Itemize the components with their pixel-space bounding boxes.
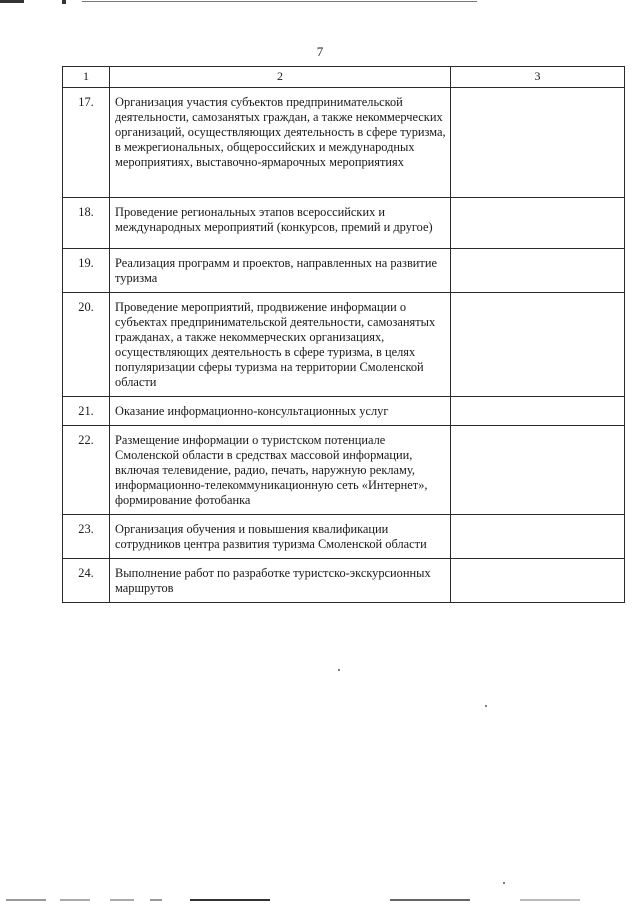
row-text: Оказание информационно-консультационных услуг (110, 397, 451, 426)
row-col3 (451, 198, 625, 249)
scan-artifact-top-line (82, 1, 477, 2)
row-col3 (451, 397, 625, 426)
table-row (63, 88, 625, 198)
scan-artifact-bottom (6, 899, 46, 901)
row-number: 17. (63, 88, 110, 198)
scan-artifact-bottom (60, 899, 90, 901)
scan-artifact-top-left (0, 0, 24, 3)
row-text: Выполнение работ по разработке туристско-экскурсионных маршрутов (110, 559, 451, 603)
row-number: 20. (63, 293, 110, 397)
table-row (63, 397, 625, 426)
scan-speck (485, 705, 487, 707)
table-row (63, 515, 625, 559)
header-cell-2: 2 (110, 67, 451, 88)
document-table (62, 66, 625, 603)
table-header-row (63, 67, 625, 88)
row-col3 (451, 88, 625, 198)
row-col3 (451, 515, 625, 559)
row-col3 (451, 293, 625, 397)
scan-speck (338, 669, 340, 671)
scan-artifact-bottom (520, 899, 580, 901)
header-cell-3: 3 (451, 67, 625, 88)
row-col3 (451, 559, 625, 603)
row-text: Реализация программ и проектов, направленных на развитие туризма (110, 249, 451, 293)
row-text: Размещение информации о туристском потенциале Смоленской области в средствах массовой информации, включая телевидение, радио, печать, наружную рекламу, информационно-телекоммуникационную сеть «Интернет», формирование фотобанка (110, 426, 451, 515)
row-col3 (451, 249, 625, 293)
row-text: Организация обучения и повышения квалификации сотрудников центра развития туризма Смоленской области (110, 515, 451, 559)
table-row (63, 293, 625, 397)
row-text: Проведение региональных этапов всероссийских и международных мероприятий (конкурсов, премий и другое) (110, 198, 451, 249)
table-row (63, 198, 625, 249)
row-number: 23. (63, 515, 110, 559)
row-number: 19. (63, 249, 110, 293)
row-number: 24. (63, 559, 110, 603)
table-row (63, 559, 625, 603)
table-row (63, 426, 625, 515)
scan-artifact-bottom (190, 899, 270, 901)
scan-artifact-bottom (390, 899, 470, 901)
scan-artifact-bottom (110, 899, 134, 901)
scan-artifact-bottom (150, 899, 162, 901)
row-number: 22. (63, 426, 110, 515)
row-number: 18. (63, 198, 110, 249)
table-row (63, 249, 625, 293)
scan-artifact-top-mark (62, 0, 66, 4)
page-number: 7 (316, 44, 324, 59)
row-text: Проведение мероприятий, продвижение информации о субъектах предпринимательской деятельности, самозанятых гражданах, а также некоммерческих организациях, осуществляющих деятельность в сфере туризма, в целях популяризации сферы туризма на территории Смоленской области (110, 293, 451, 397)
row-number: 21. (63, 397, 110, 426)
header-cell-1: 1 (63, 67, 110, 88)
row-text: Организация участия субъектов предпринимательской деятельности, самозанятых граждан, а также некоммерческих организаций, осуществляющих деятельность в сфере туризма, в межрегиональных, общероссийских и международных мероприятиях, выставочно-ярмарочных мероприятиях (110, 88, 451, 198)
scan-speck (503, 882, 505, 884)
row-col3 (451, 426, 625, 515)
